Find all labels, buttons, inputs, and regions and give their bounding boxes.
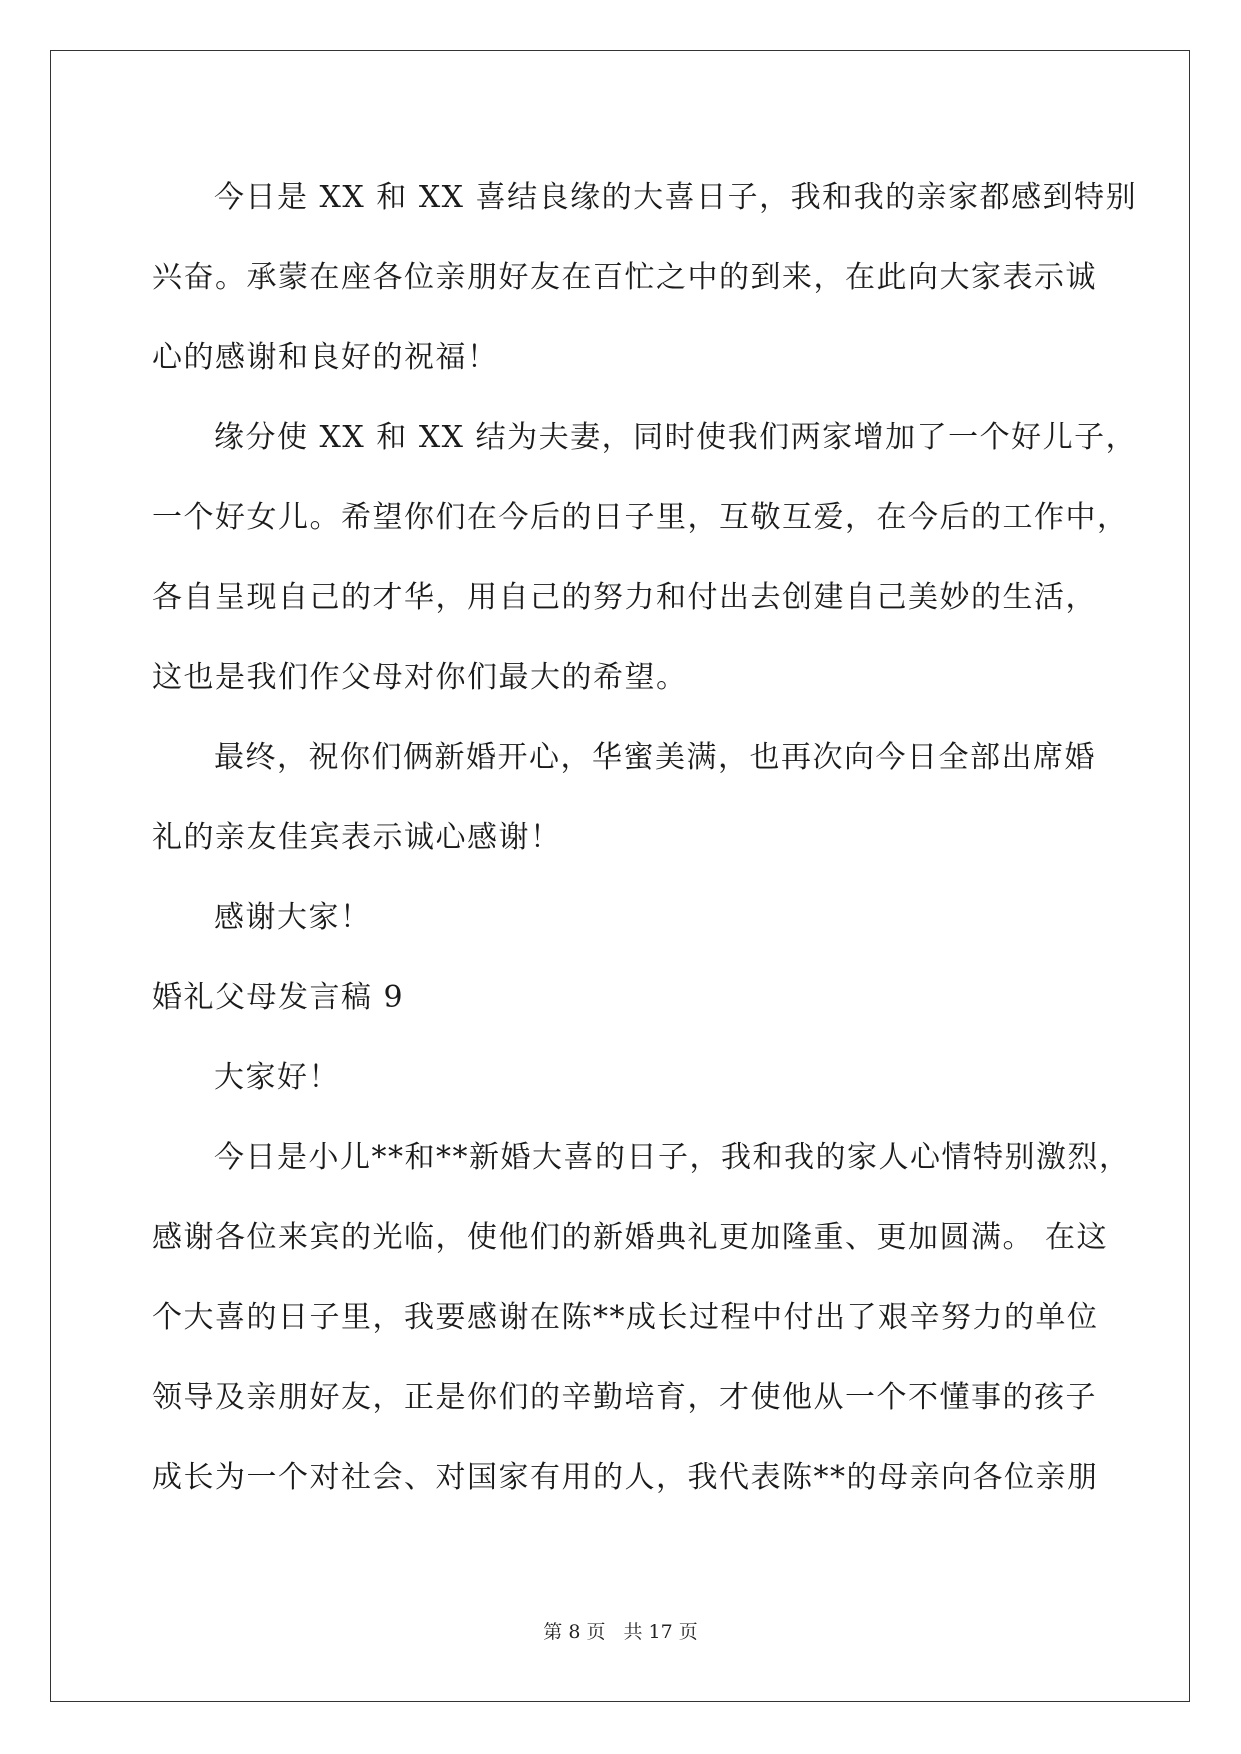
- text-line: 一个好女儿。希望你们在今后的日子里，互敬互爱，在今后的工作中，: [152, 500, 1129, 535]
- page-total: 共 17 页: [623, 1621, 698, 1643]
- text-line: 心的感谢和良好的祝福！: [152, 340, 499, 375]
- document-body: [152, 158, 1138, 1518]
- page-number: 第 8 页: [543, 1621, 606, 1643]
- section-heading: 婚礼父母发言稿 9: [152, 980, 405, 1015]
- page-footer: [0, 1620, 1241, 1644]
- text-line: 感谢各位来宾的光临，使他们的新婚典礼更加隆重、更加圆满。 在这: [152, 1220, 1109, 1255]
- text-line: 兴奋。承蒙在座各位亲朋好友在百忙之中的到来，在此向大家表示诚: [152, 260, 1097, 295]
- text-line: 大家好！: [214, 1060, 340, 1095]
- text-line: 个大喜的日子里，我要感谢在陈**成长过程中付出了艰辛努力的单位: [152, 1300, 1099, 1335]
- text-line: 这也是我们作父母对你们最大的希望。: [152, 660, 688, 695]
- text-line: 礼的亲友佳宾表示诚心感谢！: [152, 820, 562, 855]
- text-line: 成长为一个对社会、对国家有用的人，我代表陈**的母亲向各位亲朋: [152, 1460, 1099, 1495]
- text-line: 今日是小儿**和**新婚大喜的日子，我和我的家人心情特别激烈，: [214, 1140, 1131, 1175]
- text-line: 感谢大家！: [214, 900, 372, 935]
- text-line: 今日是 XX 和 XX 喜结良缘的大喜日子，我和我的亲家都感到特别: [214, 180, 1138, 215]
- text-line: 领导及亲朋好友，正是你们的辛勤培育，才使他从一个不懂事的孩子: [152, 1380, 1097, 1415]
- text-line: 最终，祝你们俩新婚开心，华蜜美满，也再次向今日全部出席婚: [214, 740, 1096, 775]
- text-line: 缘分使 XX 和 XX 结为夫妻，同时使我们两家增加了一个好儿子，: [214, 420, 1138, 455]
- text-line: 各自呈现自己的才华，用自己的努力和付出去创建自己美妙的生活，: [152, 580, 1097, 615]
